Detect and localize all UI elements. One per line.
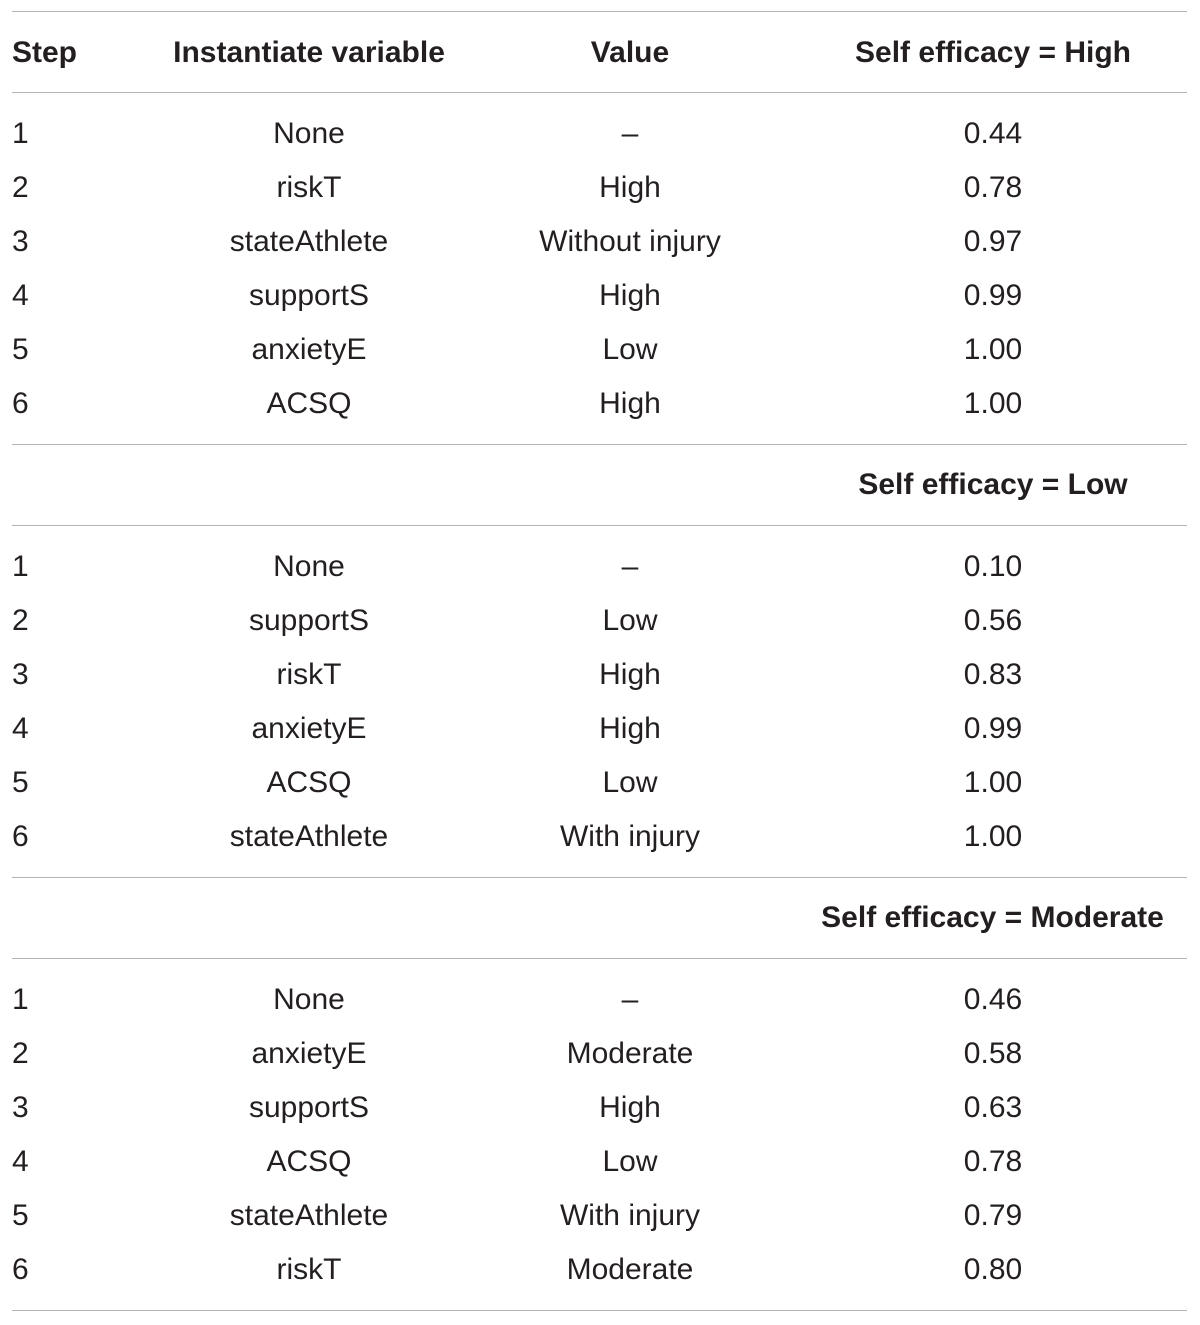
cell-value: Without injury: [539, 225, 721, 258]
cell-probability: 1.00: [963, 387, 1023, 420]
cell-variable: anxietyE: [251, 712, 367, 745]
cell-probability: 0.80: [963, 1253, 1023, 1286]
section-divider: [12, 877, 1187, 878]
cell-probability: 0.44: [963, 117, 1023, 150]
table-row: [0, 540, 1200, 594]
table-row: [0, 1243, 1200, 1297]
cell-probability: 1.00: [963, 820, 1023, 853]
cell-probability: 0.78: [963, 171, 1023, 204]
header-bottom-rule: [12, 92, 1187, 93]
cell-variable: anxietyE: [251, 1037, 367, 1070]
cell-value: High: [599, 1091, 661, 1124]
table-row: [0, 1081, 1200, 1135]
cell-value: Moderate: [566, 1037, 694, 1070]
cell-probability: 1.00: [963, 766, 1023, 799]
cell-variable: ACSQ: [266, 1145, 352, 1178]
cell-variable: stateAthlete: [229, 820, 389, 853]
cell-step: 5: [12, 766, 29, 799]
cell-value: With injury: [559, 1199, 701, 1232]
header-self-efficacy-high: Self efficacy = High: [855, 36, 1131, 69]
cell-value: High: [599, 712, 661, 745]
cell-value: –: [621, 117, 639, 150]
cell-step: 5: [12, 333, 29, 366]
cell-probability: 0.46: [963, 983, 1023, 1016]
cell-value: Low: [602, 1145, 658, 1178]
table-row: [0, 756, 1200, 810]
cell-step: 1: [12, 117, 29, 150]
section-divider: [12, 444, 1187, 445]
cell-step: 1: [12, 550, 29, 583]
table-row: [0, 594, 1200, 648]
header-step: Step: [12, 36, 78, 69]
table-row: [0, 648, 1200, 702]
cell-variable: riskT: [276, 171, 342, 204]
cell-value: High: [599, 387, 661, 420]
cell-probability: 0.10: [963, 550, 1023, 583]
cell-value: Low: [602, 766, 658, 799]
header-instantiate-variable: Instantiate variable: [173, 36, 445, 69]
cell-value: –: [621, 550, 639, 583]
cell-probability: 0.83: [963, 658, 1023, 691]
cell-variable: supportS: [248, 279, 370, 312]
cell-probability: 0.58: [963, 1037, 1023, 1070]
table-header-row: [0, 26, 1200, 80]
table-row: [0, 973, 1200, 1027]
cell-value: With injury: [559, 820, 701, 853]
table-row: [0, 702, 1200, 756]
cell-step: 2: [12, 171, 29, 204]
cell-probability: 0.79: [963, 1199, 1023, 1232]
cell-probability: 1.00: [963, 333, 1023, 366]
cell-step: 6: [12, 820, 29, 853]
cell-step: 4: [12, 712, 29, 745]
cell-probability: 0.99: [963, 279, 1023, 312]
cell-step: 4: [12, 279, 29, 312]
table-row: [0, 323, 1200, 377]
cell-step: 3: [12, 1091, 29, 1124]
table-row: [0, 269, 1200, 323]
cell-variable: ACSQ: [266, 387, 352, 420]
table-row: [0, 215, 1200, 269]
cell-step: 3: [12, 225, 29, 258]
cell-variable: riskT: [276, 1253, 342, 1286]
cell-step: 1: [12, 983, 29, 1016]
cell-variable: None: [273, 983, 345, 1016]
table-bottom-rule: [12, 1310, 1187, 1311]
table-row: [0, 161, 1200, 215]
header-value: Value: [590, 36, 670, 69]
cell-step: 2: [12, 1037, 29, 1070]
cell-variable: supportS: [248, 604, 370, 637]
cell-step: 4: [12, 1145, 29, 1178]
cell-step: 5: [12, 1199, 29, 1232]
cell-probability: 0.97: [963, 225, 1023, 258]
table-row: [0, 107, 1200, 161]
table-row: [0, 1189, 1200, 1243]
cell-step: 3: [12, 658, 29, 691]
section-title-moderate: Self efficacy = Moderate: [821, 901, 1164, 934]
table-row: [0, 810, 1200, 864]
cell-variable: riskT: [276, 658, 342, 691]
cell-variable: stateAthlete: [229, 225, 389, 258]
section-title-low: Self efficacy = Low: [858, 468, 1128, 501]
cell-value: High: [599, 279, 661, 312]
table-row: [0, 1027, 1200, 1081]
cell-value: High: [599, 171, 661, 204]
cell-step: 6: [12, 387, 29, 420]
cell-value: Low: [602, 604, 658, 637]
section-divider: [12, 525, 1187, 526]
cell-value: –: [621, 983, 639, 1016]
table-row: [0, 377, 1200, 431]
cell-step: 2: [12, 604, 29, 637]
cell-step: 6: [12, 1253, 29, 1286]
cell-variable: None: [273, 117, 345, 150]
table-top-rule: [12, 11, 1187, 12]
cell-value: High: [599, 658, 661, 691]
cell-variable: supportS: [248, 1091, 370, 1124]
table-row: [0, 1135, 1200, 1189]
cell-value: Low: [602, 333, 658, 366]
cell-value: Moderate: [566, 1253, 694, 1286]
cell-variable: stateAthlete: [229, 1199, 389, 1232]
cell-variable: None: [273, 550, 345, 583]
cell-variable: ACSQ: [266, 766, 352, 799]
cell-probability: 0.63: [963, 1091, 1023, 1124]
cell-probability: 0.56: [963, 604, 1023, 637]
cell-probability: 0.99: [963, 712, 1023, 745]
section-divider: [12, 958, 1187, 959]
cell-variable: anxietyE: [251, 333, 367, 366]
cell-probability: 0.78: [963, 1145, 1023, 1178]
